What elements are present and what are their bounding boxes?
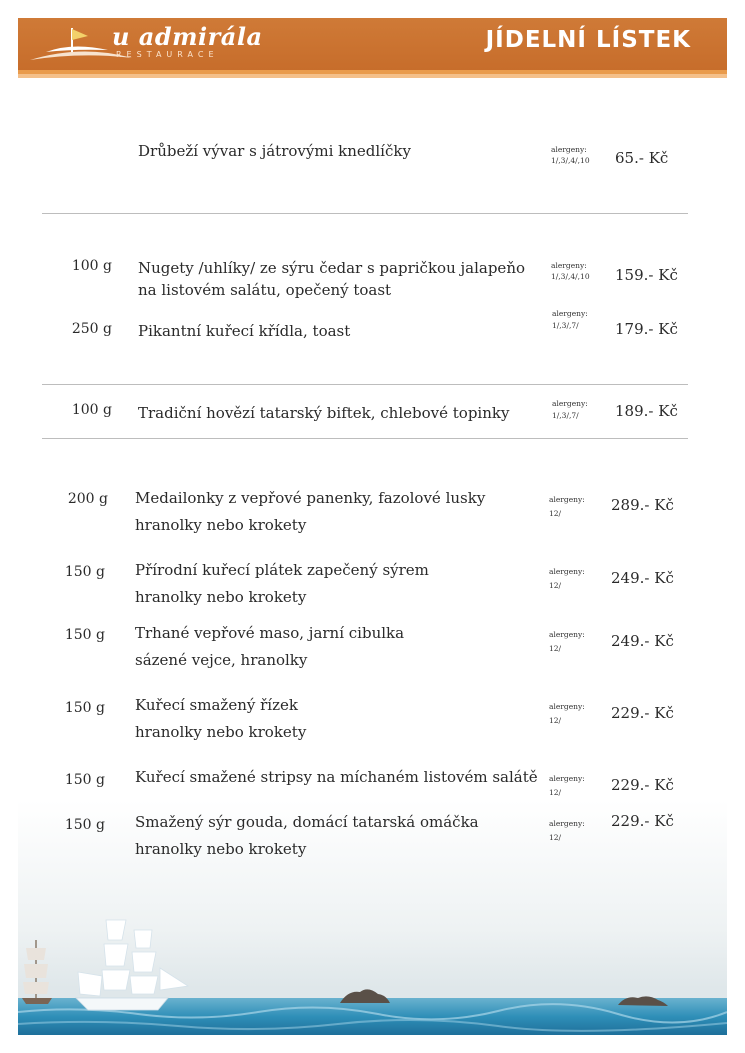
allergen-codes: 12/: [549, 833, 562, 842]
allergen-codes: 1/,3/,7/: [552, 411, 579, 420]
allergen-codes: 12/: [549, 716, 562, 725]
dish-name: Pikantní kuřecí křídla, toast: [138, 322, 351, 340]
dish-price: 229.- Kč: [611, 704, 674, 722]
section-divider: [42, 213, 688, 214]
dish-weight: 100 g: [71, 402, 112, 418]
allergen-label: alergeny:: [552, 309, 588, 318]
dish-name: Medailonky z vepřové panenky, fazolové lusky: [135, 489, 486, 507]
allergen-codes: 12/: [549, 644, 562, 653]
dish-name: Přírodní kuřecí plátek zapečený sýrem: [135, 561, 429, 579]
dish-name-line2: na listovém salátu, opečený toast: [138, 281, 392, 299]
allergen-label: alergeny:: [549, 819, 585, 828]
dish-name: Trhané vepřové maso, jarní cibulka: [135, 624, 405, 642]
allergen-codes: 12/: [549, 581, 562, 590]
allergen-label: alergeny:: [551, 145, 587, 154]
allergen-label: alergeny:: [549, 567, 585, 576]
dish-name: Drůbeží vývar s játrovými knedlíčky: [138, 142, 411, 160]
header-stripe-light: [18, 74, 727, 78]
dish-weight: 150 g: [64, 772, 105, 788]
dish-weight: 150 g: [64, 817, 105, 833]
dish-price: 249.- Kč: [611, 632, 674, 650]
allergen-label: alergeny:: [549, 774, 585, 783]
allergen-label: alergeny:: [549, 702, 585, 711]
dish-name-line2: sázené vejce, hranolky: [135, 651, 308, 669]
dish-name: Kuřecí smažený řízek: [135, 696, 298, 714]
dish-weight: 150 g: [64, 564, 105, 580]
dish-name: Smažený sýr gouda, domácí tatarská omáčka: [135, 813, 479, 831]
dish-weight: 250 g: [71, 321, 112, 337]
allergen-codes: 12/: [549, 788, 562, 797]
dish-price: 189.- Kč: [615, 402, 678, 420]
dish-price: 179.- Kč: [615, 320, 678, 338]
allergen-label: alergeny:: [549, 495, 585, 504]
section-divider: [42, 438, 688, 439]
dish-name-line2: hranolky nebo krokety: [135, 840, 307, 858]
dish-price: 289.- Kč: [611, 496, 674, 514]
page-title: JÍDELNÍ LÍSTEK: [485, 27, 691, 53]
brand-subtitle: RESTAURACE: [116, 50, 219, 59]
allergen-label: alergeny:: [552, 399, 588, 408]
allergen-label: alergeny:: [549, 630, 585, 639]
allergen-codes: 1/,3/,7/: [552, 321, 579, 330]
dish-weight: 150 g: [64, 700, 105, 716]
dish-price: 159.- Kč: [615, 266, 678, 284]
allergen-codes: 1/,3/,4/,10: [551, 272, 590, 281]
dish-name: Kuřecí smažené stripsy na míchaném listovém salátě: [135, 768, 538, 786]
dish-name-line2: hranolky nebo krokety: [135, 516, 307, 534]
dish-price: 249.- Kč: [611, 569, 674, 587]
dish-name-line2: hranolky nebo krokety: [135, 723, 307, 741]
dish-weight: 200 g: [67, 491, 108, 507]
dish-price: 229.- Kč: [611, 812, 674, 830]
allergen-codes: 12/: [549, 509, 562, 518]
dish-weight: 100 g: [71, 258, 112, 274]
dish-name: Nugety /uhlíky/ ze sýru čedar s papričkou jalapeňo: [138, 259, 526, 277]
allergen-label: alergeny:: [551, 261, 587, 270]
dish-name-line2: hranolky nebo krokety: [135, 588, 307, 606]
allergen-codes: 1/,3/,4/,10: [551, 156, 590, 165]
dish-price: 229.- Kč: [611, 776, 674, 794]
section-divider: [42, 384, 688, 385]
dish-weight: 150 g: [64, 627, 105, 643]
dish-name: Tradiční hovězí tatarský biftek, chlebové topinky: [138, 404, 510, 422]
dish-price: 65.- Kč: [615, 149, 669, 167]
brand-name: u admirála: [112, 22, 263, 51]
